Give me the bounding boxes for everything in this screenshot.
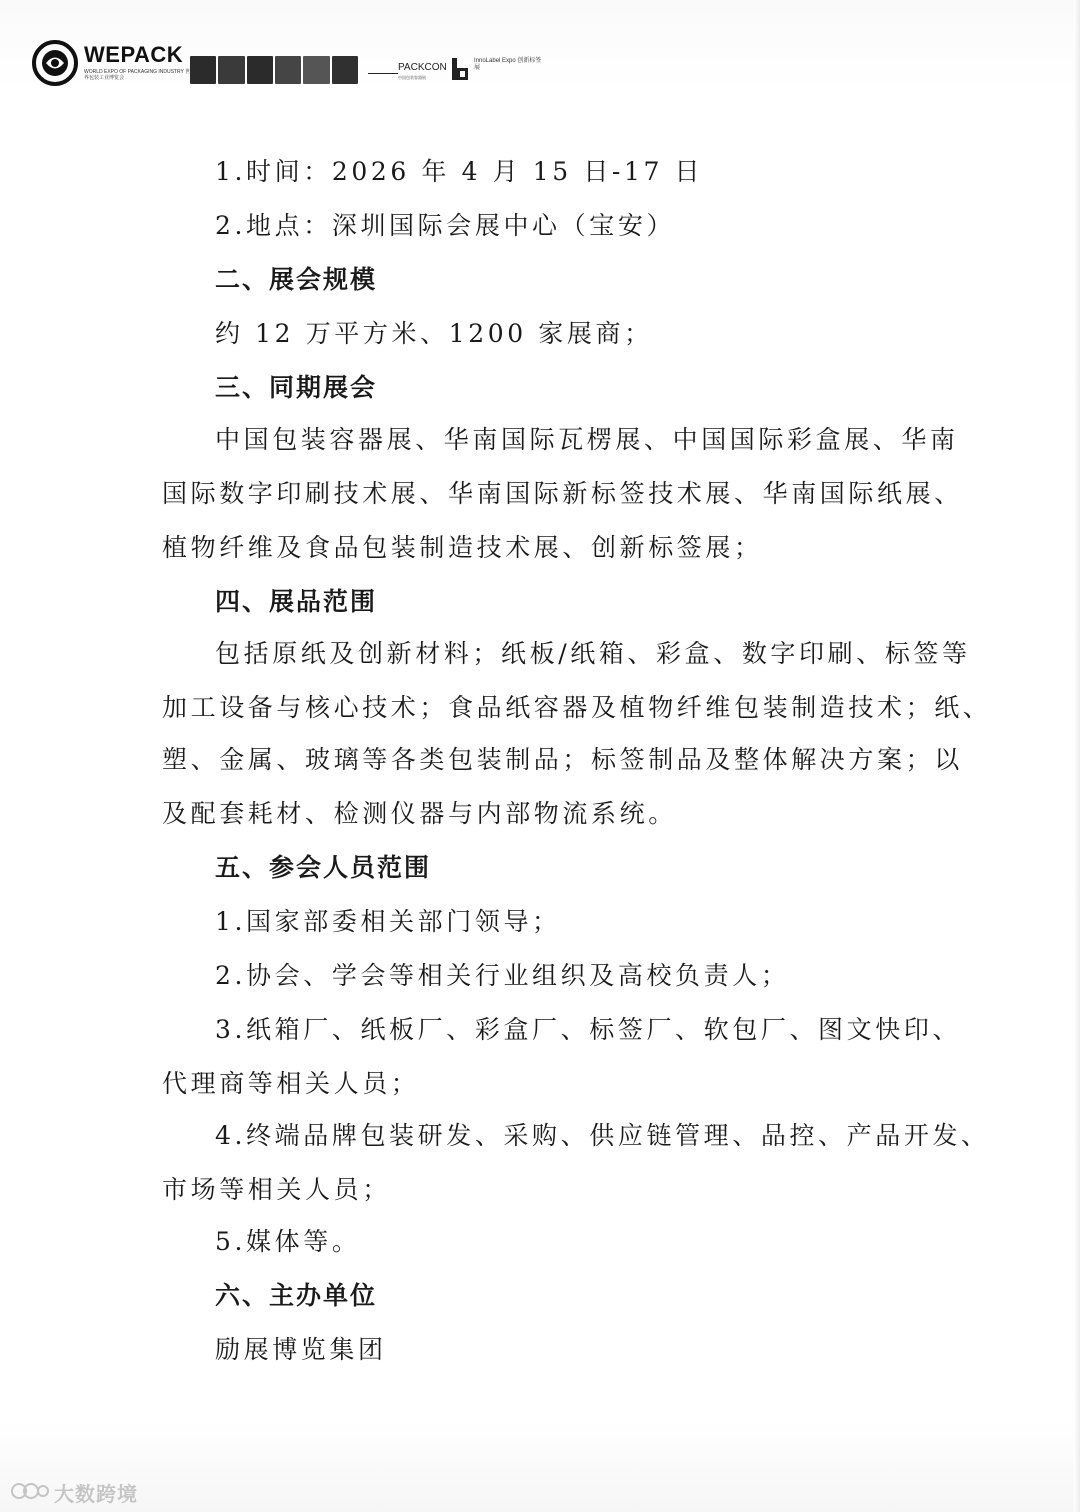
paragraph-line: 加工设备与核心技术；食品纸容器及植物纤维包装制造技术；纸、 — [162, 693, 992, 722]
packcon-title: PACKCON — [398, 62, 447, 73]
paragraph-line: 国际数字印刷技术展、华南国际新标签技术展、华南国际纸展、 — [162, 479, 963, 508]
packaging-logo-icon — [275, 56, 301, 84]
list-item-continued: 代理商等相关人员； — [162, 1069, 420, 1098]
digital-print-logo-icon — [247, 56, 273, 84]
item-location: 2.地点：深圳国际会展中心（宝安） — [215, 211, 676, 240]
cartonbox-logo-icon — [218, 56, 244, 84]
paragraph-line: 及配套耗材、检测仪器与内部物流系统。 — [162, 799, 677, 828]
packcon-logo — [368, 60, 448, 82]
packcon-subtitle: 中国包装容器展 — [398, 75, 426, 80]
section-heading-attendees: 五、参会人员范围 — [215, 853, 432, 882]
watermark — [10, 1478, 150, 1506]
section-heading-concurrent: 三、同期展会 — [215, 373, 378, 402]
fiber-logo-icon — [303, 56, 329, 84]
paragraph-scale: 约 12 万平方米、1200 家展商； — [215, 319, 653, 348]
paragraph-line: 塑、金属、玻璃等各类包装制品；标签制品及整体解决方案；以 — [162, 745, 963, 774]
letterhead — [32, 38, 632, 94]
paragraph-line: 中国包装容器展、华南国际瓦楞展、中国国际彩盒展、华南 — [215, 425, 959, 454]
section-heading-exhibits: 四、展品范围 — [215, 587, 378, 616]
section-heading-scale: 二、展会规模 — [215, 265, 378, 294]
list-item: 1.国家部委相关部门领导； — [215, 907, 561, 936]
organizer-name: 励展博览集团 — [215, 1335, 387, 1364]
sinocorrugated-logo-icon — [190, 56, 216, 84]
wepack-subtitle: WORLD EXPO OF PACKAGING INDUSTRY 世界包装工业博览会 — [84, 69, 191, 81]
wepack-brand: WEPACK — [84, 42, 184, 67]
watermark-logo-icon — [10, 1480, 50, 1502]
innolabel-logo — [452, 56, 542, 84]
list-item: 5.媒体等。 — [215, 1227, 361, 1256]
paragraph-line: 包括原纸及创新材料；纸板/纸箱、彩盒、数字印刷、标签等 — [215, 639, 971, 668]
paragraph-line: 植物纤维及食品包装制造技术展、创新标签展； — [162, 533, 763, 562]
scan-edge — [1074, 0, 1080, 1512]
list-item-continued: 市场等相关人员； — [162, 1175, 391, 1204]
label-logo-icon — [332, 56, 358, 84]
list-item: 3.纸箱厂、纸板厂、彩盒厂、标签厂、软包厂、图文快印、 — [215, 1015, 962, 1044]
watermark-text: 大数跨境 — [54, 1482, 138, 1506]
wepack-globe-icon — [32, 40, 78, 86]
list-item: 4.终端品牌包装研发、采购、供应链管理、品控、产品开发、 — [215, 1121, 990, 1150]
section-heading-organizer: 六、主办单位 — [215, 1281, 378, 1310]
packcon-line-icon — [368, 73, 398, 74]
partner-logos — [190, 56, 358, 84]
innolabel-mark-icon — [452, 58, 468, 80]
item-time: 1.时间：2026 年 4 月 15 日-17 日 — [215, 157, 704, 186]
innolabel-title: InnoLabel Expo 创新标签展 — [474, 58, 542, 71]
list-item: 2.协会、学会等相关行业组织及高校负责人； — [215, 961, 790, 990]
